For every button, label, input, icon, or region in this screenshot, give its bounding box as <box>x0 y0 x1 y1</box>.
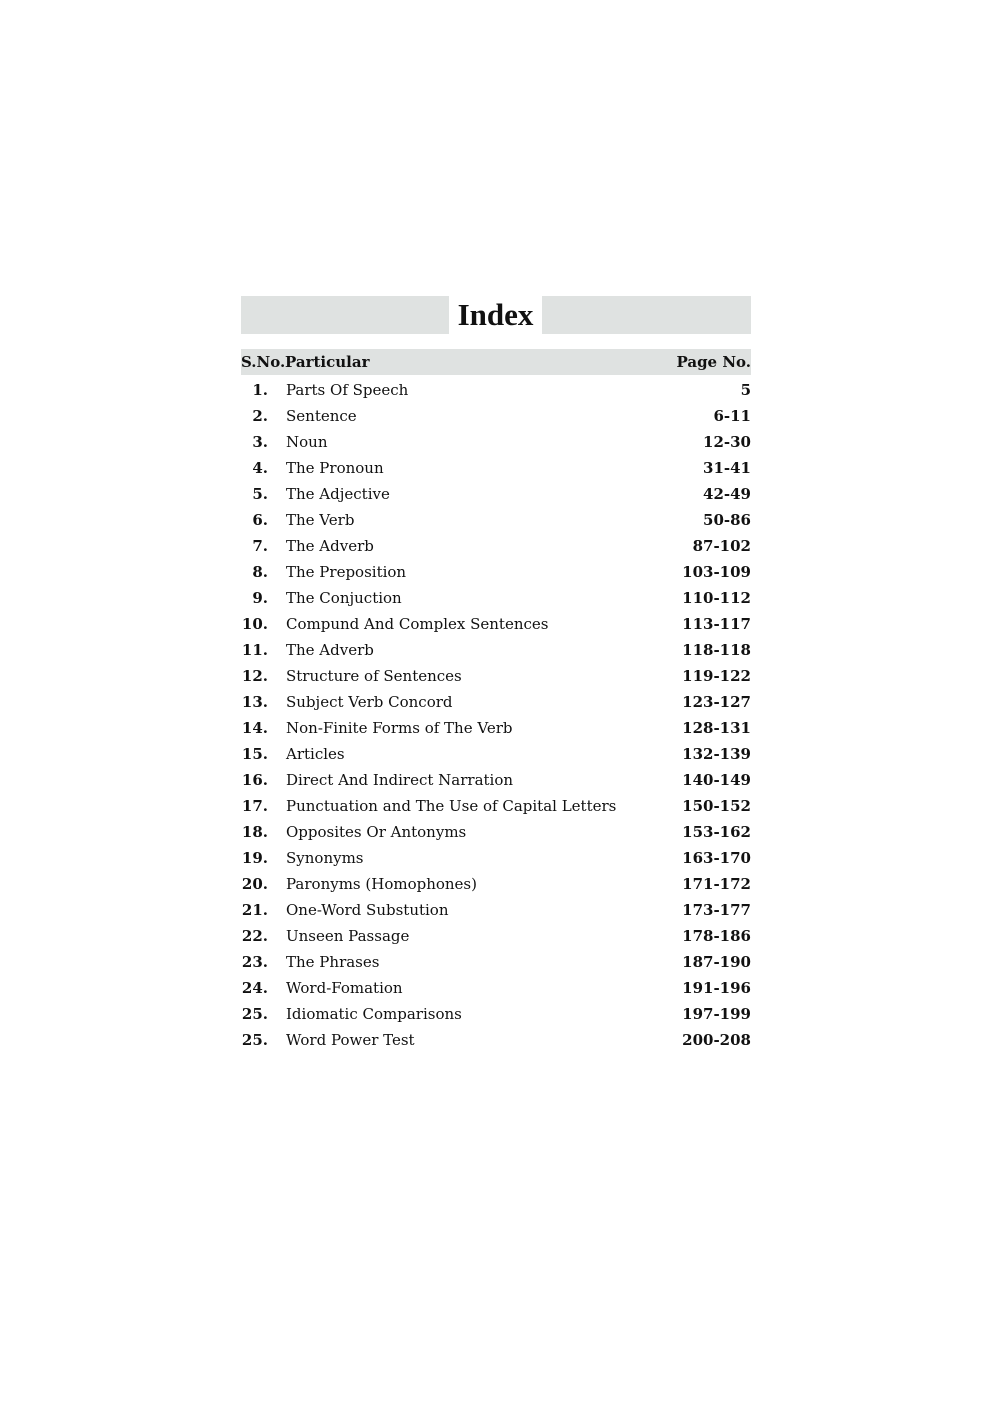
entry-page-no: 5 <box>740 381 751 399</box>
entry-number: 1. <box>252 381 268 399</box>
header-sno: S.No. <box>241 353 286 371</box>
entry-particular: Non-Finite Forms of The Verb <box>286 719 513 737</box>
entry-page-no: 119-122 <box>682 667 751 685</box>
entry-particular: Idiomatic Comparisons <box>286 1005 462 1023</box>
entry-number: 25. <box>241 1031 268 1049</box>
table-row <box>241 507 751 533</box>
entry-number: 6. <box>252 511 268 529</box>
entry-number: 3. <box>252 433 268 451</box>
entry-page-no: 42-49 <box>703 485 751 503</box>
entry-number: 2. <box>252 407 268 425</box>
entry-page-no: 150-152 <box>682 797 751 815</box>
table-row <box>241 871 751 897</box>
table-row <box>241 455 751 481</box>
table-row <box>241 689 751 715</box>
entry-number: 18. <box>241 823 268 841</box>
entry-number: 25. <box>241 1005 268 1023</box>
entry-particular: Parts Of Speech <box>286 381 409 399</box>
table-row <box>241 377 751 403</box>
entry-particular: Word Power Test <box>286 1031 415 1049</box>
table-row <box>241 1027 751 1053</box>
table-row <box>241 715 751 741</box>
entry-page-no: 128-131 <box>682 719 751 737</box>
entry-number: 19. <box>241 849 268 867</box>
entry-particular: Sentence <box>286 407 357 425</box>
entry-number: 16. <box>241 771 268 789</box>
entry-page-no: 197-199 <box>682 1005 751 1023</box>
entry-number: 9. <box>252 589 268 607</box>
entry-page-no: 113-117 <box>682 615 751 633</box>
title-band-right <box>542 296 751 334</box>
entry-number: 13. <box>241 693 268 711</box>
entry-particular: The Adjective <box>286 485 390 503</box>
entry-particular: Structure of Sentences <box>286 667 462 685</box>
entry-number: 20. <box>241 875 268 893</box>
entry-number: 24. <box>241 979 268 997</box>
entry-number: 8. <box>252 563 268 581</box>
table-header <box>241 349 751 375</box>
table-row <box>241 975 751 1001</box>
table-row <box>241 637 751 663</box>
entry-particular: The Conjuction <box>286 589 402 607</box>
entry-number: 7. <box>252 537 268 555</box>
table-row <box>241 403 751 429</box>
entry-particular: Synonyms <box>286 849 364 867</box>
entry-particular: The Preposition <box>286 563 407 581</box>
table-row <box>241 559 751 585</box>
entry-particular: Direct And Indirect Narration <box>286 771 514 789</box>
entry-particular: The Adverb <box>286 537 374 555</box>
entry-number: 17. <box>241 797 268 815</box>
entry-particular: Compund And Complex Sentences <box>286 615 549 633</box>
entry-page-no: 110-112 <box>682 589 751 607</box>
index-table <box>241 296 751 1053</box>
header-page-no: Page No. <box>676 353 751 371</box>
table-row <box>241 793 751 819</box>
entry-particular: The Adverb <box>286 641 374 659</box>
entry-page-no: 103-109 <box>682 563 751 581</box>
table-row <box>241 1001 751 1027</box>
entry-number: 22. <box>241 927 268 945</box>
entry-page-no: 123-127 <box>682 693 751 711</box>
page-title: Index <box>457 297 534 332</box>
table-row <box>241 429 751 455</box>
entry-particular: One-Word Substution <box>286 901 449 919</box>
entry-page-no: 6-11 <box>713 407 751 425</box>
table-row <box>241 481 751 507</box>
table-row <box>241 585 751 611</box>
entry-page-no: 187-190 <box>682 953 751 971</box>
entry-page-no: 178-186 <box>682 927 751 945</box>
table-row <box>241 533 751 559</box>
table-row <box>241 923 751 949</box>
title-band-left <box>241 296 449 334</box>
header-particular: Particular <box>285 353 370 371</box>
entry-particular: Subject Verb Concord <box>286 693 453 711</box>
entry-page-no: 118-118 <box>682 641 751 659</box>
entry-page-no: 173-177 <box>682 901 751 919</box>
entry-number: 4. <box>252 459 268 477</box>
entry-number: 10. <box>241 615 268 633</box>
entry-particular: Opposites Or Antonyms <box>286 823 467 841</box>
entry-page-no: 200-208 <box>682 1031 751 1049</box>
entry-particular: The Pronoun <box>286 459 384 477</box>
title-bar <box>241 296 751 334</box>
entry-number: 5. <box>252 485 268 503</box>
entry-page-no: 191-196 <box>682 979 751 997</box>
entry-number: 23. <box>241 953 268 971</box>
entry-number: 14. <box>241 719 268 737</box>
entry-particular: The Phrases <box>286 953 380 971</box>
entry-number: 11. <box>241 641 268 659</box>
entry-page-no: 87-102 <box>692 537 751 555</box>
entry-particular: Word-Fomation <box>286 979 403 997</box>
entry-particular: Paronyms (Homophones) <box>286 875 477 893</box>
table-row <box>241 949 751 975</box>
table-row <box>241 741 751 767</box>
table-row <box>241 897 751 923</box>
table-row <box>241 767 751 793</box>
entry-page-no: 171-172 <box>682 875 751 893</box>
entry-number: 21. <box>241 901 268 919</box>
entry-number: 12. <box>241 667 268 685</box>
entry-particular: Articles <box>286 745 345 763</box>
table-row <box>241 819 751 845</box>
table-row <box>241 611 751 637</box>
entry-page-no: 12-30 <box>703 433 751 451</box>
entry-page-no: 50-86 <box>703 511 751 529</box>
entry-page-no: 132-139 <box>682 745 751 763</box>
table-row <box>241 663 751 689</box>
entry-particular: Punctuation and The Use of Capital Letters <box>286 797 617 815</box>
entry-particular: Noun <box>286 433 328 451</box>
entry-page-no: 163-170 <box>682 849 751 867</box>
table-row <box>241 845 751 871</box>
table-body <box>241 377 751 1053</box>
entry-number: 15. <box>241 745 268 763</box>
entry-page-no: 31-41 <box>703 459 751 477</box>
entry-page-no: 153-162 <box>682 823 751 841</box>
entry-page-no: 140-149 <box>682 771 751 789</box>
entry-particular: The Verb <box>286 511 355 529</box>
entry-particular: Unseen Passage <box>286 927 410 945</box>
